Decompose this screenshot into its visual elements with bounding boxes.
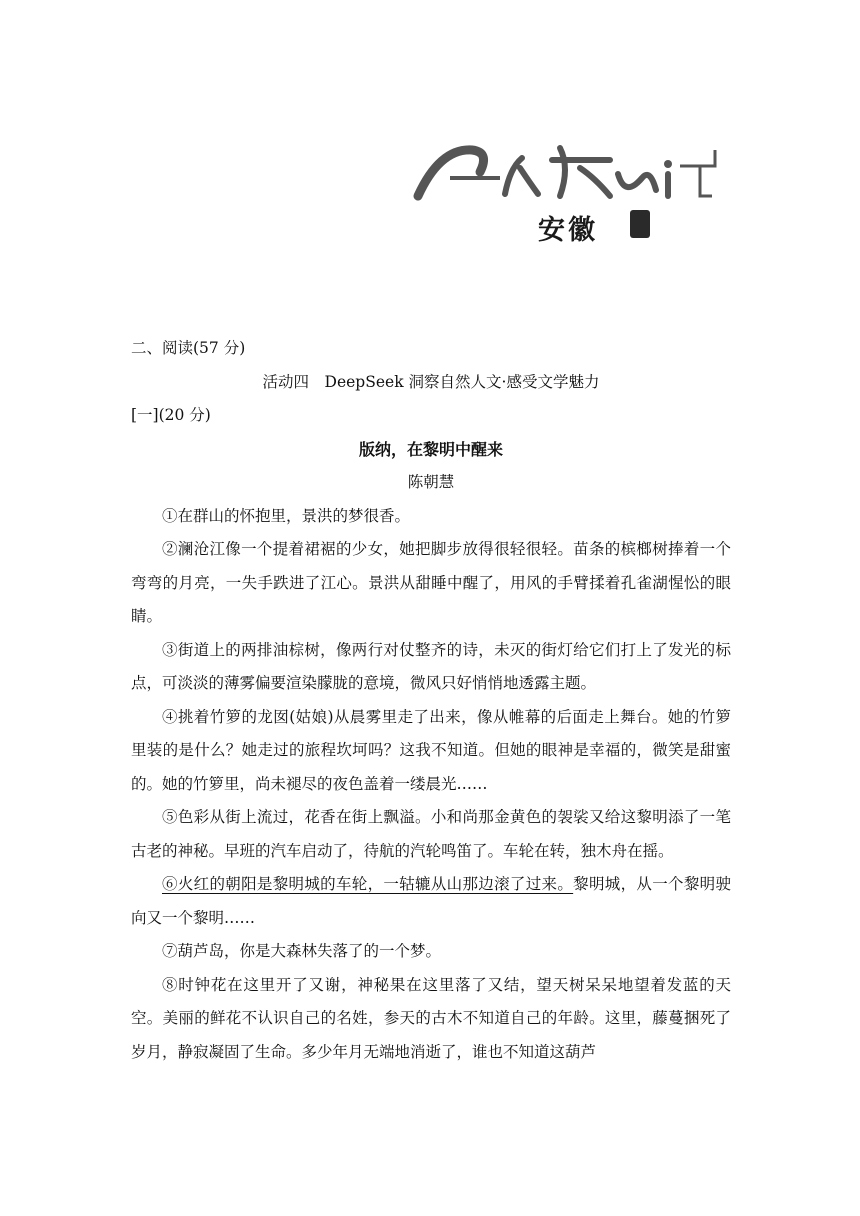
- anhui-cn-logo: 安徽: [538, 215, 598, 246]
- reading-section: [131, 332, 731, 1069]
- paragraph-8: ⑧时钟花在这里开了又谢，神秘果在这里落了又结，望天树呆呆地望着发蓝的天空。美丽的鲜花不认识自己的名姓，参天的古木不知道自己的年龄。这里，藤蔓捆死了岁月，静寂凝固了生命。多少年月无端地消逝了，谁也不知道这葫芦: [131, 975, 731, 1061]
- anhui-script-logo: [410, 138, 730, 208]
- section-heading: 二、阅读(57 分): [131, 339, 246, 357]
- paragraph-4: ④挑着竹箩的龙囡(姑娘)从晨雾里走了出来，像从帷幕的后面走上舞台。她的竹箩里装的是什么？她走过的旅程坎坷吗？这我不知道。但她的眼神是幸福的，微笑是甜蜜的。她的竹箩里，尚未褪尽的夜色盖着一缕晨光……: [131, 707, 731, 793]
- article-author: 陈朝慧: [407, 473, 455, 491]
- activity-heading: 活动四 DeepSeek 洞察自然人文·感受文学魅力: [262, 372, 600, 391]
- underlined-sentence: ⑥火红的朝阳是黎明城的车轮，一轱辘从山那边滚了过来。: [162, 875, 574, 893]
- seal-stamp: [630, 210, 650, 238]
- article-title: 版纳，在黎明中醒来: [358, 439, 503, 459]
- paragraph-2: ②澜沧江像一个提着裙裾的少女，她把脚步放得很轻很轻。苗条的槟榔树捧着一个弯弯的月亮，一失手跌进了江心。景洪从甜睡中醒了，用风的手臂揉着孔雀湖惺忪的眼睛。: [131, 540, 731, 625]
- paragraph-3: ③街道上的两排油棕树，像两行对仗整齐的诗，未灭的街灯给它们打上了发光的标点，可淡淡的薄雾偏要渲染朦胧的意境，微风只好悄悄地透露主题。: [131, 640, 731, 692]
- paragraph-6-rest: 黎明城，从一个黎明驶向又一个黎明……: [131, 875, 731, 927]
- paragraph-1: ①在群山的怀抱里，景洪的梦很香。: [162, 506, 411, 525]
- paragraph-5: ⑤色彩从街上流过，花香在街上飘溢。小和尚那金黄色的袈裟又给这黎明添了一笔古老的神秘。早班的汽车启动了，待航的汽轮鸣笛了。车轮在转，独木舟在摇。: [131, 808, 731, 860]
- paragraph-7: ⑦葫芦岛，你是大森林失落了的一个梦。: [162, 942, 442, 960]
- paragraph-6: [131, 868, 731, 935]
- anhui-logo: [410, 138, 730, 248]
- part-heading: [一](20 分): [131, 406, 211, 424]
